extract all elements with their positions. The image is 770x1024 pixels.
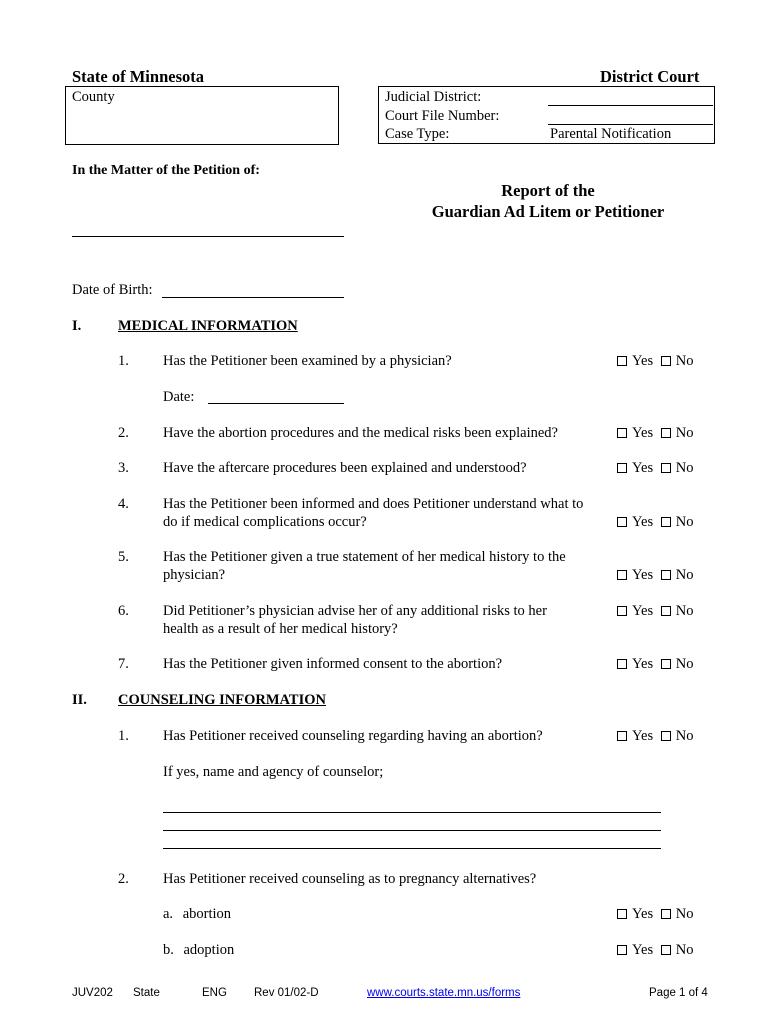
yes-checkbox[interactable] [617,517,627,527]
no-checkbox[interactable] [661,463,671,473]
section-2-title: COUNSELING INFORMATION [118,692,326,708]
no-label: No [675,460,694,476]
no-label: No [675,942,694,958]
counselor-line-3[interactable] [163,848,661,849]
court-file-label: Court File Number: [385,108,500,124]
exam-date-label: Date: [163,389,195,405]
petitioner-name-field[interactable] [72,236,344,237]
footer-page-number: Page 1 of 4 [649,987,708,999]
title-line-2: Guardian Ad Litem or Petitioner [431,202,665,221]
case-type-value: Parental Notification [550,126,672,142]
section-2-numeral: II. [72,692,87,708]
sub-text: adoption [183,942,235,958]
counselor-line-2[interactable] [163,830,661,831]
judicial-district-field[interactable] [548,105,713,106]
yes-label: Yes [632,460,654,476]
question-text: Has Petitioner received counseling regarding having an abortion? [163,728,543,744]
no-checkbox[interactable] [661,570,671,580]
no-label: No [675,425,694,441]
question-number: 5. [118,549,129,565]
question-text: Has the Petitioner been examined by a physician? [163,353,452,369]
yes-label: Yes [632,353,654,369]
question-number: 1. [118,728,129,744]
no-checkbox[interactable] [661,606,671,616]
yes-checkbox[interactable] [617,428,627,438]
court-file-field[interactable] [548,124,713,125]
no-label: No [675,567,694,583]
no-checkbox[interactable] [661,731,671,741]
yes-label: Yes [632,567,654,583]
sub-text: abortion [182,906,232,922]
counselor-label: If yes, name and agency of counselor; [163,764,384,780]
yes-checkbox[interactable] [617,356,627,366]
question-text: Has Petitioner received counseling as to pregnancy alternatives? [163,871,537,887]
question-number: 2. [118,425,129,441]
yes-label: Yes [632,656,654,672]
section-1-numeral: I. [72,318,82,334]
question-text-line-1: Has the Petitioner been informed and does Petitioner understand what to [163,496,584,512]
yes-checkbox[interactable] [617,659,627,669]
no-label: No [675,603,694,619]
yes-label: Yes [632,603,654,619]
state-heading: State of Minnesota [72,67,204,86]
yes-label: Yes [632,942,654,958]
yes-checkbox[interactable] [617,945,627,955]
question-number: 6. [118,603,129,619]
title-line-1: Report of the [501,181,595,200]
no-label: No [675,514,694,530]
matter-label: In the Matter of the Petition of: [72,163,260,178]
yes-no-group [617,460,693,477]
yes-no-group [617,603,693,620]
question-number: 2. [118,871,129,887]
yes-no-group [617,353,693,370]
footer-language: ENG [202,987,227,999]
case-info-box [378,86,715,144]
yes-checkbox[interactable] [617,909,627,919]
yes-no-group [617,567,693,584]
no-checkbox[interactable] [661,356,671,366]
no-checkbox[interactable] [661,428,671,438]
dob-label: Date of Birth: [72,282,153,298]
sub-item-a [163,906,231,923]
footer-forms-link[interactable]: www.courts.state.mn.us/forms [367,987,521,999]
yes-no-group [617,514,693,531]
yes-checkbox[interactable] [617,606,627,616]
no-checkbox[interactable] [661,909,671,919]
yes-no-group [617,942,693,959]
no-checkbox[interactable] [661,517,671,527]
case-type-label: Case Type: [385,126,450,142]
no-label: No [675,353,694,369]
question-text: Has the Petitioner given informed consent to the abortion? [163,656,503,672]
footer-state: State [133,987,160,999]
yes-checkbox[interactable] [617,731,627,741]
court-heading: District Court [600,67,700,86]
question-text-line-2: do if medical complications occur? [163,514,367,530]
no-label: No [675,728,694,744]
question-text-line-2: physician? [163,567,226,583]
county-box[interactable] [65,86,339,145]
no-label: No [675,906,694,922]
no-checkbox[interactable] [661,945,671,955]
no-checkbox[interactable] [661,659,671,669]
question-text-line-1: Did Petitioner’s physician advise her of any additional risks to her [163,603,547,619]
yes-no-group [617,728,693,745]
yes-label: Yes [632,906,654,922]
no-label: No [675,656,694,672]
yes-no-group [617,425,693,442]
yes-checkbox[interactable] [617,463,627,473]
footer-revision: Rev 01/02-D [254,987,319,999]
question-number: 3. [118,460,129,476]
yes-label: Yes [632,728,654,744]
judicial-district-label: Judicial District: [385,89,482,105]
yes-label: Yes [632,514,654,530]
question-text: Have the aftercare procedures been explained and understood? [163,460,527,476]
question-number: 1. [118,353,129,369]
sub-letter: a. [163,906,174,922]
dob-field[interactable] [162,297,344,298]
counselor-line-1[interactable] [163,812,661,813]
section-1-title: MEDICAL INFORMATION [118,318,298,334]
sub-item-b [163,942,234,959]
question-text: Have the abortion procedures and the medical risks been explained? [163,425,558,441]
question-number: 4. [118,496,129,512]
exam-date-field[interactable] [208,403,344,404]
question-number: 7. [118,656,129,672]
yes-checkbox[interactable] [617,570,627,580]
yes-label: Yes [632,425,654,441]
yes-no-group [617,656,693,673]
county-label: County [72,89,115,105]
sub-letter: b. [163,942,174,958]
footer-form-number: JUV202 [72,987,113,999]
question-text-line-1: Has the Petitioner given a true statement of her medical history to the [163,549,566,565]
yes-no-group [617,906,693,923]
question-text-line-2: health as a result of her medical history? [163,621,398,637]
